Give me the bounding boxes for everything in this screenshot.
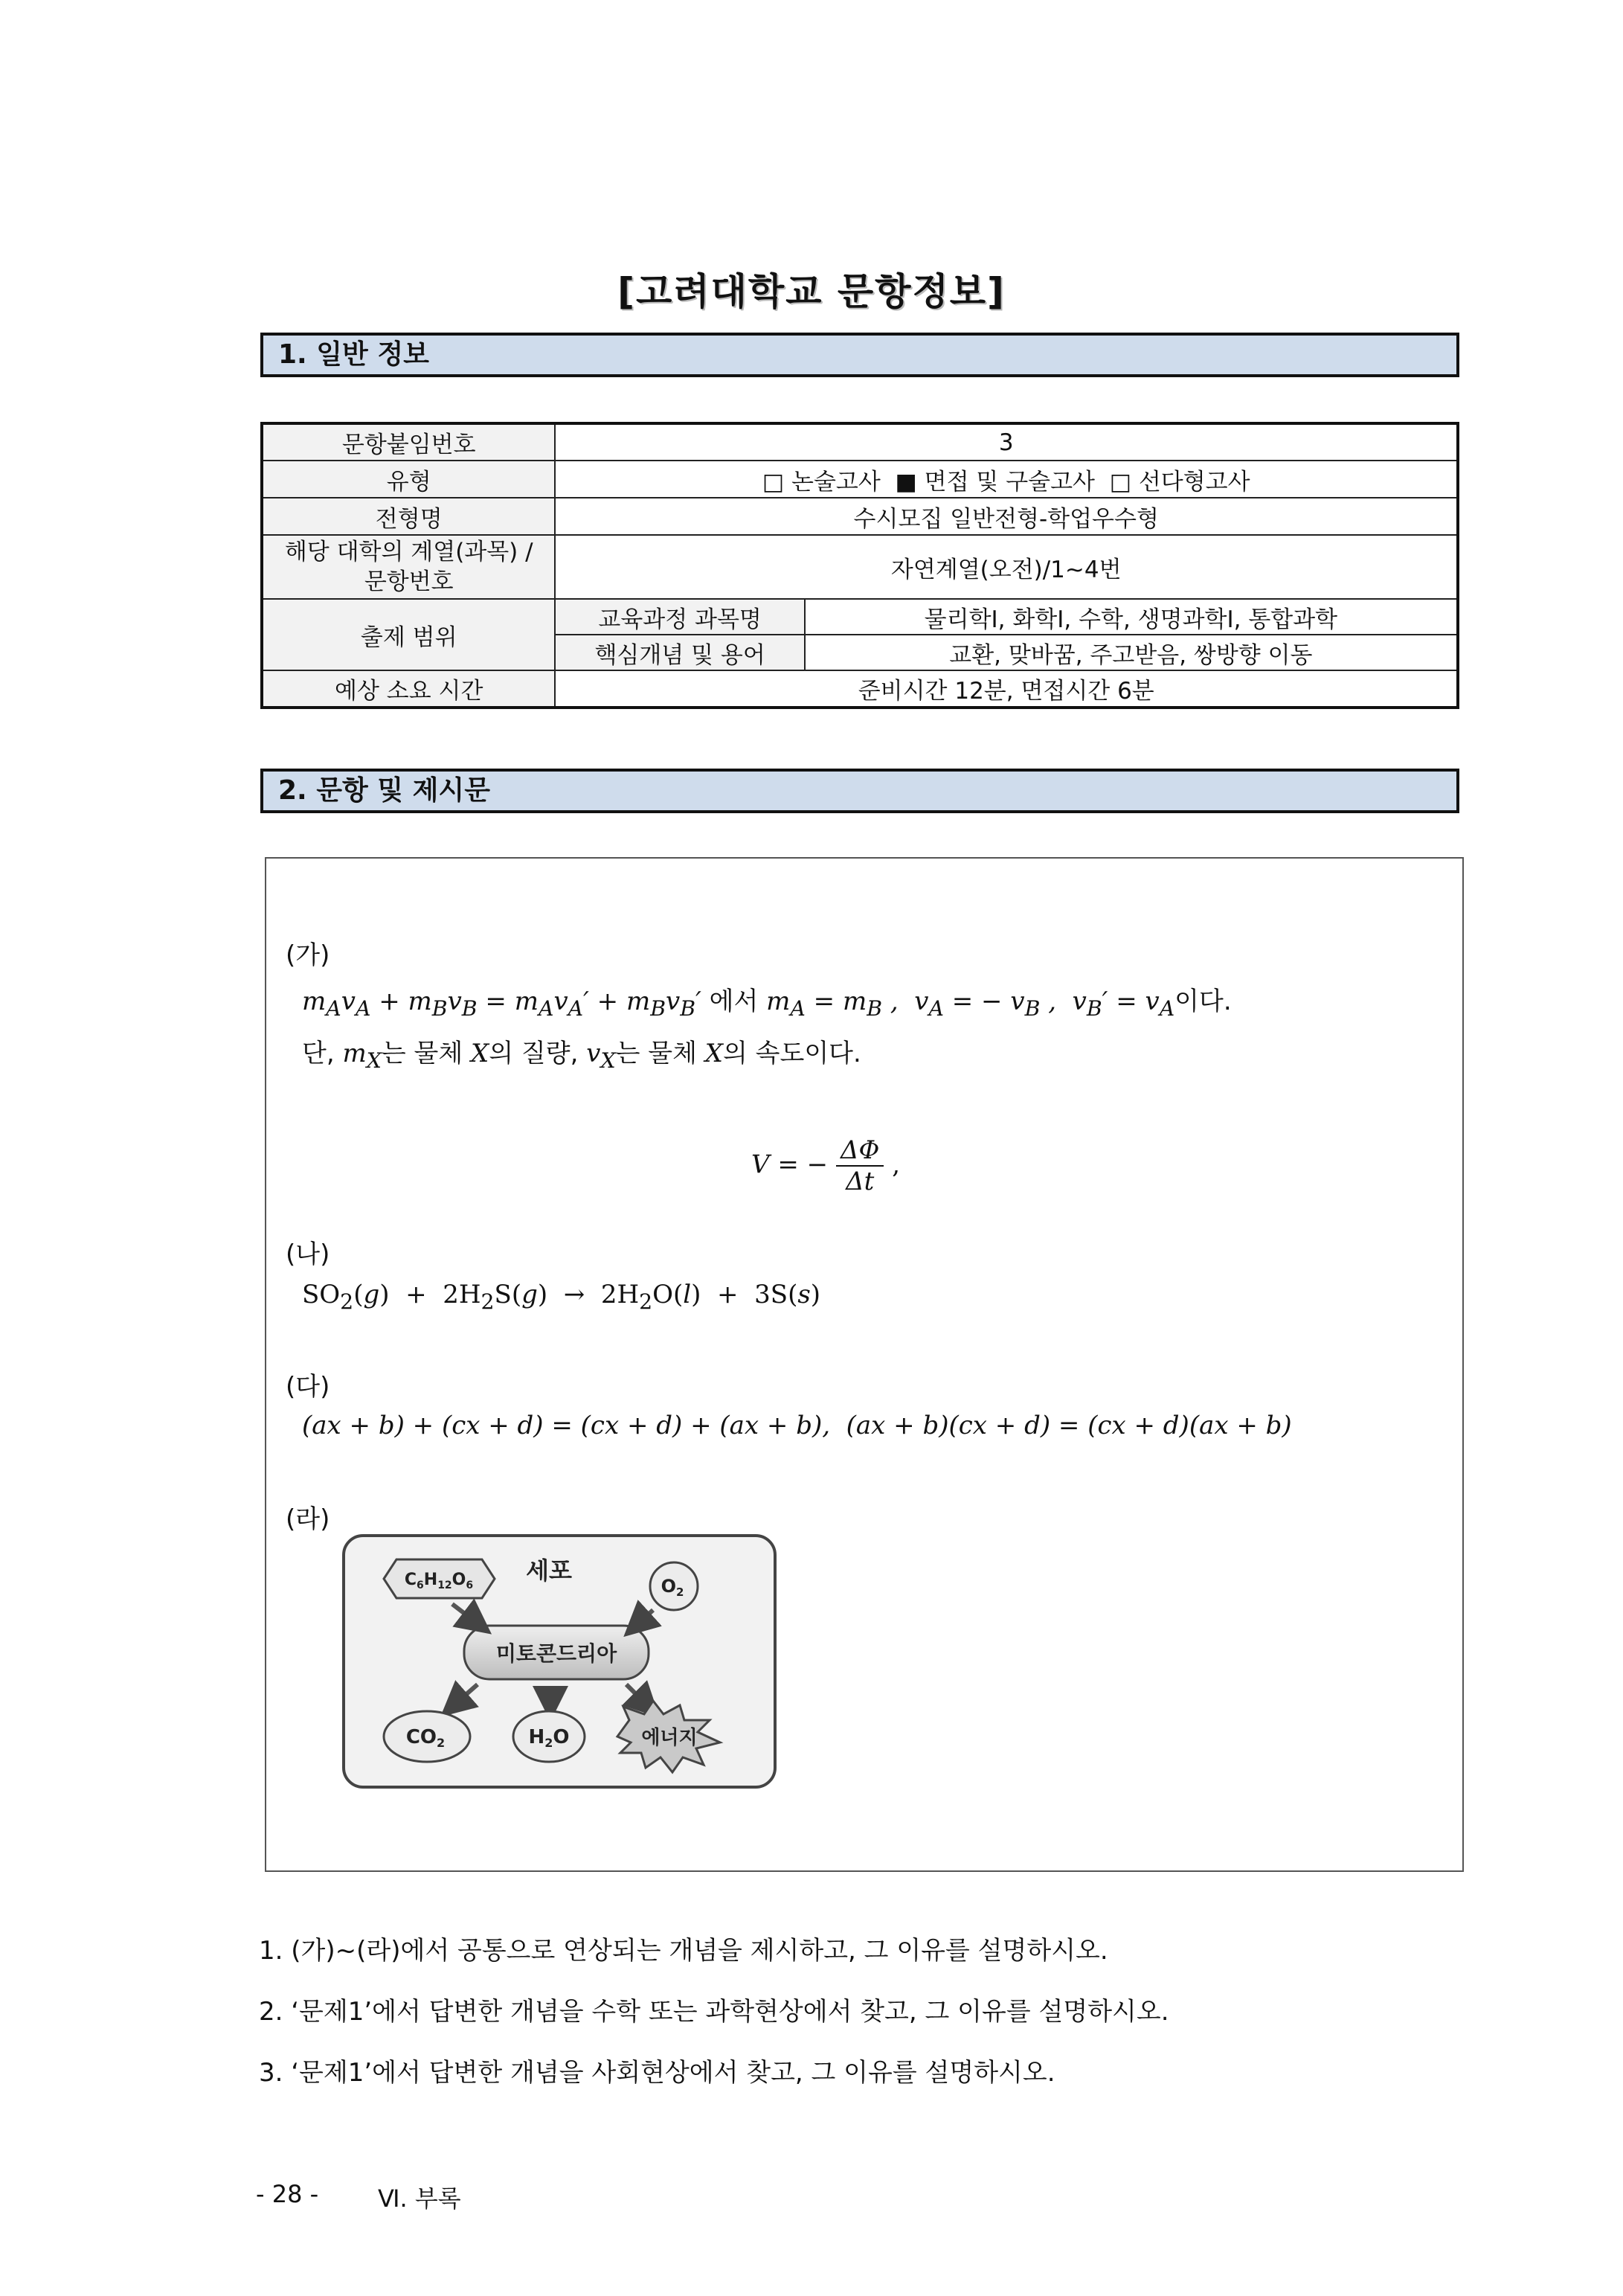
passage-da-label: (다) [286, 1372, 330, 1402]
page-title: [고려대학교 문항정보] [617, 270, 1006, 313]
table-row [262, 535, 1458, 599]
page-number: - 28 - [256, 2180, 319, 2208]
desc-part: 의 속도이다. [723, 1039, 861, 1068]
dept-value: 자연계열(오전)/1~4번 [555, 535, 1458, 599]
desc-symbol: $m_X$ [342, 1039, 382, 1073]
commutative-equation: (ax + b) + (cx + d) = (cx + d) + (ax + b), (ax + b)(cx + d) = (cx + d)(ax + b) [302, 1411, 1292, 1440]
desc-symbol: X [471, 1039, 489, 1068]
section-general-info: 1. 일반 정보 [260, 333, 1459, 377]
desc-symbol: X [704, 1039, 723, 1068]
glucose-shape [384, 1559, 495, 1598]
curriculum-value: 물리학Ⅰ, 화학Ⅰ, 수학, 생명과학Ⅰ, 통합과학 [805, 599, 1458, 635]
cell-respiration-diagram [341, 1533, 780, 1792]
momentum-description [302, 1033, 861, 1073]
question-2: 2. ‘문제1’에서 답변한 개념을 수학 또는 과학현상에서 찾고, 그 이유를 설명하시오. [259, 1997, 1169, 2027]
section-problem: 2. 문항 및 제시문 [260, 769, 1459, 813]
h2o-label: H2O [528, 1726, 570, 1750]
number-label: 문항붙임번호 [262, 423, 555, 461]
question-3: 3. ‘문제1’에서 답변한 개념을 사회현상에서 찾고, 그 이유를 설명하시오. [259, 2058, 1055, 2088]
table-row [262, 461, 1458, 498]
dept-label [262, 535, 555, 599]
mitochondria-label: 미토콘드리아 [495, 1641, 617, 1666]
momentum-formula: $m_Av_A + m_Bv_B = m_Av_A' + m_Bv_B'$ [302, 987, 701, 1021]
number-value: 3 [555, 423, 1458, 461]
eq-word-ida: 이다. [1174, 987, 1232, 1016]
concept-value: 교환, 맞바꿈, 주고받음, 쌍방향 이동 [805, 635, 1458, 670]
table-row [262, 498, 1458, 535]
faraday-v: V [751, 1149, 770, 1180]
eq-word-eseo: 에서 [709, 987, 759, 1016]
curriculum-label: 교육과정 과목명 [555, 599, 804, 635]
desc-part: 는 물체 [615, 1039, 697, 1068]
passage-ra-label: (라) [286, 1504, 330, 1534]
table-row [262, 423, 1458, 461]
desc-part: 의 질량, [489, 1039, 579, 1068]
co2-label: CO2 [405, 1726, 446, 1750]
table-row [262, 599, 1458, 635]
faraday-fraction: $\frac{\Delta\Phi}{\Delta t}$ [836, 1135, 884, 1196]
footer-section: Ⅵ. 부록 [378, 2184, 461, 2213]
dept-label-line2: 문항번호 [364, 568, 454, 595]
passage-na-label: (나) [286, 1240, 330, 1269]
cell-label: 세포 [526, 1556, 572, 1585]
info-table [260, 422, 1459, 709]
desc-symbol: $v_X$ [586, 1039, 616, 1073]
momentum-equation [302, 981, 1232, 1021]
faraday-equation: V = − $\frac{\Delta\Phi}{\Delta t}$ , [751, 1135, 901, 1196]
desc-part: 단, [302, 1039, 335, 1068]
time-value: 준비시간 12분, 면접시간 6분 [555, 670, 1458, 708]
time-label: 예상 소요 시간 [262, 670, 555, 708]
concept-label: 핵심개념 및 용어 [555, 635, 804, 670]
glucose-label: $C_6H_{12}O_6$ [404, 1571, 474, 1591]
admission-label: 전형명 [262, 498, 555, 535]
oxygen-label: $O_2$ [661, 1576, 684, 1599]
table-row [262, 670, 1458, 708]
scope-label: 출제 범위 [262, 599, 555, 670]
question-1: 1. (가)~(라)에서 공통으로 연상되는 개념을 제시하고, 그 이유를 설명하시오. [259, 1936, 1108, 1966]
dept-label-line1: 해당 대학의 계열(과목) / [284, 539, 533, 565]
type-value: □ 논술고사 ■ 면접 및 구술고사 □ 선다형고사 [555, 461, 1458, 498]
energy-label: 에너지 [641, 1727, 698, 1749]
desc-part: 는 물체 [381, 1039, 463, 1068]
passage-ga-label: (가) [286, 940, 330, 970]
type-label: 유형 [262, 461, 555, 498]
condition-formula: $m_A = m_B$ , $v_A$ = − $v_B$ , $v_B' = v_A$ [766, 987, 1175, 1021]
chemical-equation: $SO_2(g) + 2H_2S(g) \to 2H_2O(l) + 3S(s)$ [302, 1280, 821, 1314]
admission-value: 수시모집 일반전형-학업우수형 [555, 498, 1458, 535]
